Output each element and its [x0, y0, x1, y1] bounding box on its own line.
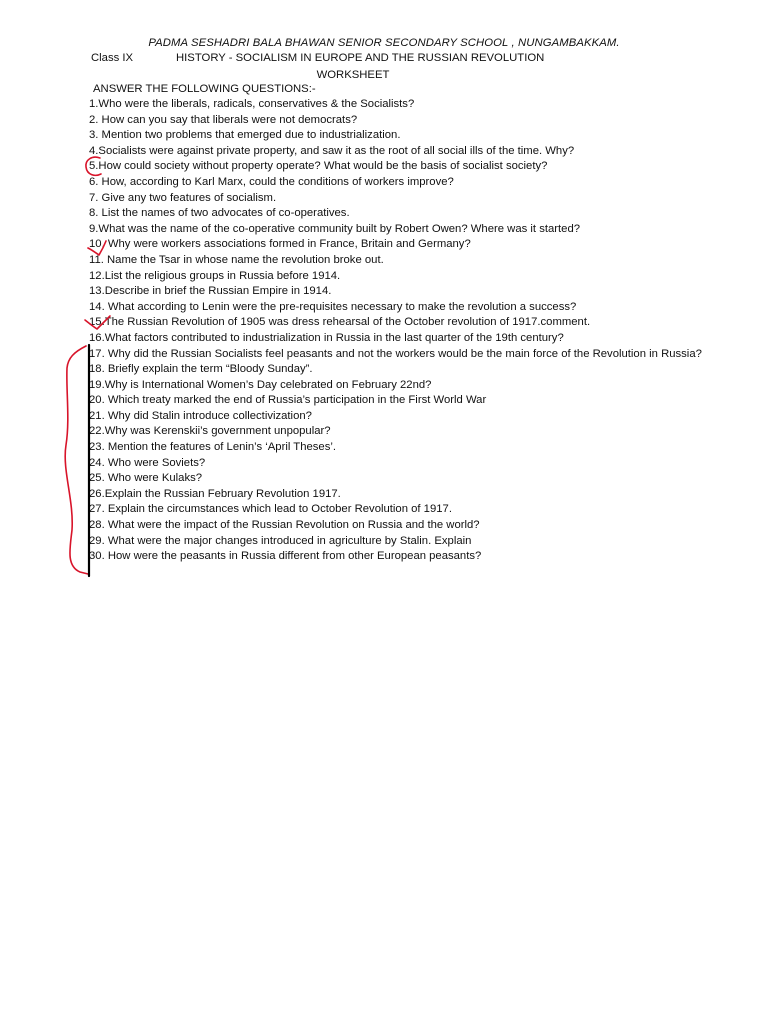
worksheet-title: WORKSHEET	[316, 69, 390, 81]
question-item: 7. Give any two features of socialism.	[89, 191, 277, 204]
question-item: 6. How, according to Karl Marx, could the conditions of workers improve?	[89, 175, 454, 188]
question-item: 4.Socialists were against private property, and saw it as the root of all social ills of the time. Why?	[89, 144, 575, 157]
question-item: 9.What was the name of the co-operative community built by Robert Owen? Where was it started?	[89, 222, 581, 235]
question-item: 21. Why did Stalin introduce collectivization?	[89, 409, 312, 422]
question-item: 18. Briefly explain the term “Bloody Sunday”.	[89, 363, 313, 376]
question-item: 1.Who were the liberals, radicals, conservatives & the Socialists?	[89, 98, 415, 110]
question-list	[89, 97, 759, 565]
question-item: 27. Explain the circumstances which lead to October Revolution of 1917.	[89, 503, 452, 516]
question-item: 11. Name the Tsar in whose name the revolution broke out.	[89, 253, 384, 266]
question-item: 15.The Russian Revolution of 1905 was dress rehearsal of the October revolution of 1917.comment.	[89, 316, 591, 329]
subject-title: HISTORY - SOCIALISM IN EUROPE AND THE RUSSIAN REVOLUTION	[176, 52, 545, 64]
question-item: 30. How were the peasants in Russia different from other European peasants?	[89, 550, 482, 563]
question-item: 20. Which treaty marked the end of Russia’s participation in the First World War	[89, 394, 487, 407]
school-name: PADMA SESHADRI BALA BHAWAN SENIOR SECONDARY SCHOOL , NUNGAMBAKKAM.	[148, 37, 620, 49]
question-item: 5.How could society without property operate? What would be the basis of socialist society?	[89, 160, 548, 173]
instruction-text: ANSWER THE FOLLOWING QUESTIONS:-	[93, 83, 316, 95]
class-label: Class IX	[91, 52, 134, 64]
question-item: 16.What factors contributed to industrialization in Russia in the last quarter of the 19th century?	[89, 331, 564, 344]
question-item: 8. List the names of two advocates of co-operatives.	[89, 207, 350, 220]
question-item: 17. Why did the Russian Socialists feel peasants and not the workers would be the main force of the Revolution in Russia?	[89, 347, 702, 360]
question-item: 19.Why is International Women’s Day celebrated on February 22nd?	[89, 378, 432, 391]
question-item: 22.Why was Kerenskii’s government unpopular?	[89, 425, 331, 438]
question-item: 28. What were the impact of the Russian Revolution on Russia and the world?	[89, 519, 480, 532]
question-item: 29. What were the major changes introduced in agriculture by Stalin. Explain	[89, 534, 472, 547]
question-item: 10. Why were workers associations formed in France, Britain and Germany?	[89, 238, 471, 251]
question-item: 2. How can you say that liberals were not democrats?	[89, 113, 358, 126]
question-item: 12.List the religious groups in Russia before 1914.	[89, 269, 341, 282]
bracket-mark	[65, 346, 88, 574]
question-item: 14. What according to Lenin were the pre-requisites necessary to make the revolution a success?	[89, 300, 577, 313]
question-item: 24. Who were Soviets?	[89, 456, 206, 469]
question-item: 23. Mention the features of Lenin’s ‘April Theses’.	[89, 441, 337, 454]
question-item: 26.Explain the Russian February Revolution 1917.	[89, 487, 341, 500]
question-item: 25. Who were Kulaks?	[89, 472, 203, 485]
question-item: 13.Describe in brief the Russian Empire in 1914.	[89, 285, 332, 298]
question-item: 3. Mention two problems that emerged due to industrialization.	[89, 129, 401, 142]
